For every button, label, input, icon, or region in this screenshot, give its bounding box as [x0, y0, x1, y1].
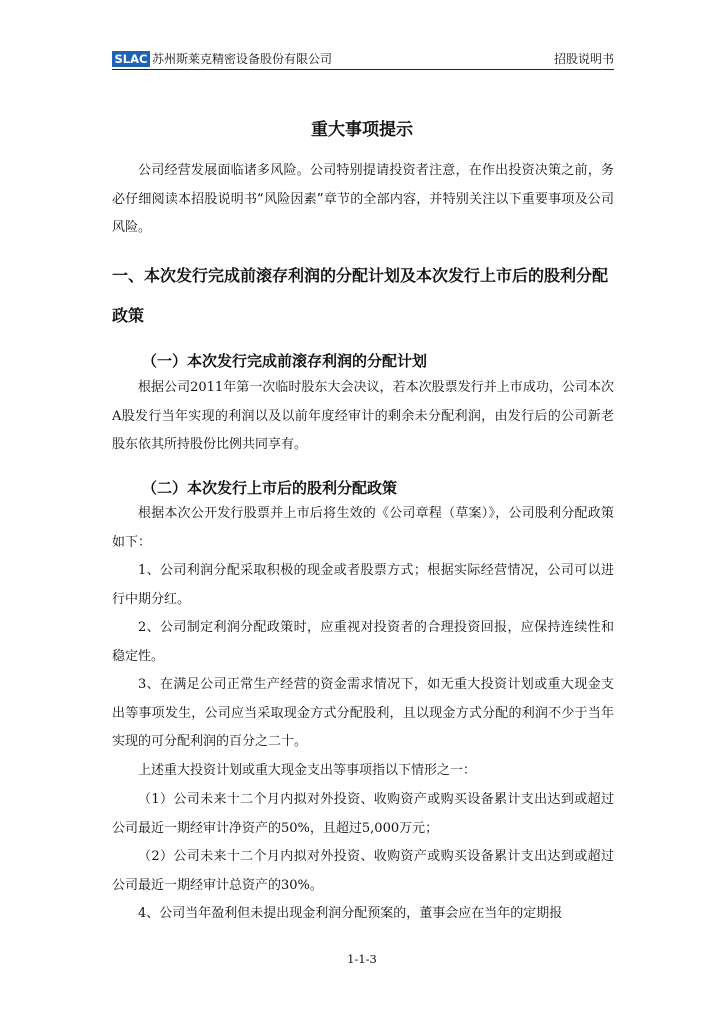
policy-note: 上述重大投资计划或重大现金支出等事项指以下情形之一： [138, 763, 477, 778]
company-logo: SLAC [112, 51, 150, 67]
subsection-2-intro: 根据本次公开发行股票并上市后将生效的《公司章程（草案）》，公司股利分配政策如下： [112, 506, 614, 550]
subsection-1-heading: （一）本次发行完成前滚存利润的分配计划 [142, 352, 428, 370]
header-rule [112, 69, 614, 70]
page-title: 重大事项提示 [311, 120, 413, 140]
case-2: （2）公司未来十二个月内拟对外投资、收购资产或购买设备累计支出达到或超过公司最近一期经审计总资产的30%。 [112, 849, 614, 893]
company-name: 苏州斯莱克精密设备股份有限公司 [152, 52, 333, 66]
subsection-1-text: 根据公司2011年第一次临时股东大会决议，若本次股票发行并上市成功，公司本次A股发行当年实现的利润以及以前年度经审计的剩余未分配利润，由发行后的公司新老股东依其所持股份比例共同享有。 [112, 380, 614, 452]
case-1: （1）公司未来十二个月内拟对外投资、收购资产或购买设备累计支出达到或超过公司最近一期经审计净资产的50%，且超过5,000万元； [112, 792, 614, 836]
policy-item-3: 3、在满足公司正常生产经营的资金需求情况下，如无重大投资计划或重大现金支出等事项发生，公司应当采取现金方式分配股利，且以现金方式分配的利润不少于当年实现的可分配利润的百分之二十。 [112, 677, 614, 749]
policy-item-4: 4、公司当年盈利但未提出现金利润分配预案的，董事会应在当年的定期报 [138, 906, 563, 921]
page-number: 1-1-3 [347, 952, 377, 966]
page-header [112, 48, 614, 70]
document-type: 招股说明书 [553, 52, 614, 66]
section-1-heading: 一、本次发行完成前滚存利润的分配计划及本次发行上市后的股利分配政策 [112, 266, 609, 325]
policy-item-2: 2、公司制定利润分配政策时，应重视对投资者的合理投资回报，应保持连续性和稳定性。 [112, 620, 614, 664]
policy-item-1: 1、公司利润分配采取积极的现金或者股票方式；根据实际经营情况，公司可以进行中期分红。 [112, 563, 614, 607]
intro-paragraph: 公司经营发展面临诸多风险。公司特别提请投资者注意，在作出投资决策之前，务必仔细阅读本招股说明书“风险因素”章节的全部内容，并特别关注以下重要事项及公司风险。 [112, 163, 614, 235]
subsection-2-heading: （二）本次发行上市后的股利分配政策 [142, 479, 398, 497]
